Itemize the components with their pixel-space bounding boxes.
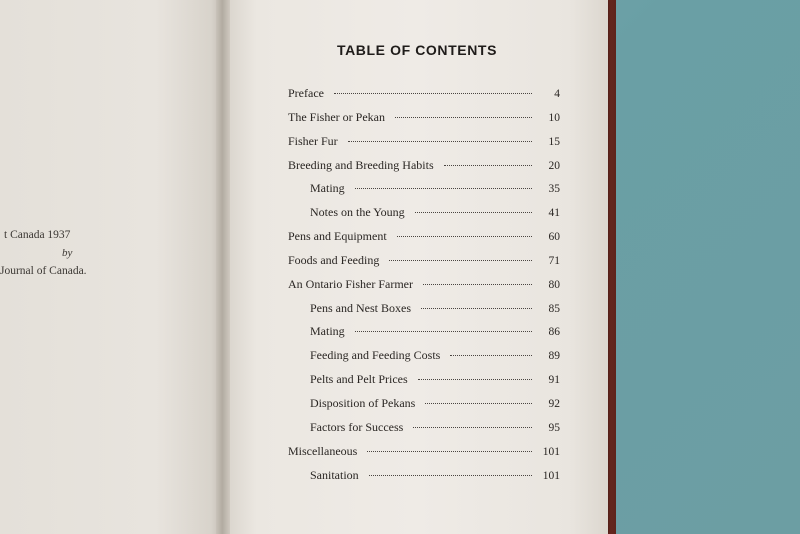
toc-entry-label: Mating: [310, 181, 345, 196]
toc-entry-label: Pens and Equipment: [288, 229, 387, 244]
dot-leader: [415, 212, 532, 213]
dot-leader: [421, 308, 532, 309]
toc-entry-page: 91: [548, 374, 560, 387]
dot-leader: [444, 165, 532, 166]
toc-entry-page: 92: [548, 397, 560, 410]
dot-leader: [395, 117, 532, 118]
toc-entry-page: 15: [548, 135, 560, 148]
toc-entry-page: 86: [548, 326, 560, 339]
toc-entry-label: Pelts and Pelt Prices: [310, 372, 408, 387]
toc-entry: [288, 348, 560, 372]
toc-entry-page: 85: [548, 302, 560, 315]
dot-leader: [418, 379, 532, 380]
toc-entry-label: Disposition of Pekans: [310, 395, 416, 410]
toc-entry-label: The Fisher or Pekan: [288, 109, 385, 124]
toc-entry: [288, 229, 560, 253]
toc-entry-page: 95: [548, 421, 560, 434]
toc-entry: [288, 372, 560, 396]
toc-entry-page: 20: [548, 159, 560, 172]
dot-leader: [423, 284, 532, 285]
toc-entry-page: 80: [548, 278, 560, 291]
toc-entry-label: Pens and Nest Boxes: [310, 300, 411, 315]
toc-entry: [288, 110, 560, 134]
dot-leader: [355, 188, 532, 189]
imprint-line: Journal of Canada.: [0, 265, 87, 277]
page-title: TABLE OF CONTENTS: [336, 42, 498, 58]
toc-entry-label: Breeding and Breeding Habits: [288, 157, 434, 172]
toc-entry-label: Fisher Fur: [288, 133, 338, 148]
dot-leader: [413, 427, 532, 428]
toc-entry: [288, 468, 560, 492]
toc-entry-label: An Ontario Fisher Farmer: [288, 276, 413, 291]
toc-entry: [288, 324, 560, 348]
toc-entry: [288, 420, 560, 444]
toc-entry: [288, 277, 560, 301]
toc-entry-page: 10: [548, 111, 560, 124]
toc-entry-page: 89: [548, 350, 560, 363]
toc-entry: [288, 134, 560, 158]
toc-entry: [288, 444, 560, 468]
dot-leader: [348, 141, 532, 142]
toc-entry-page: 101: [542, 469, 560, 482]
book-gutter: [216, 0, 230, 534]
imprint-line: by: [62, 247, 73, 259]
toc-entry-page: 60: [548, 231, 560, 244]
dot-leader: [355, 331, 532, 332]
toc-entry-label: Feeding and Feeding Costs: [310, 348, 441, 363]
table-of-contents: [288, 86, 560, 491]
dot-leader: [369, 475, 532, 476]
dot-leader: [389, 260, 532, 261]
dot-leader: [334, 93, 532, 94]
dot-leader: [397, 236, 532, 237]
toc-entry-page: 41: [548, 207, 560, 220]
toc-entry-page: 35: [548, 183, 560, 196]
toc-entry-label: Foods and Feeding: [288, 252, 380, 267]
toc-entry-page: 4: [554, 88, 560, 100]
toc-entry: [288, 396, 560, 420]
toc-entry-label: Miscellaneous: [288, 443, 358, 458]
toc-entry: [288, 301, 560, 325]
toc-entry-label: Mating: [310, 324, 345, 339]
toc-entry: [288, 181, 560, 205]
toc-entry-label: Factors for Success: [310, 419, 404, 434]
toc-entry-label: Notes on the Young: [310, 205, 405, 220]
toc-entry: [288, 253, 560, 277]
toc-entry: [288, 158, 560, 182]
dot-leader: [367, 451, 532, 452]
dot-leader: [450, 355, 532, 356]
toc-entry-page: 101: [542, 445, 560, 458]
toc-entry-page: 71: [548, 254, 560, 267]
toc-entry-label: Sanitation: [310, 467, 359, 482]
imprint-block: [0, 226, 200, 280]
dot-leader: [425, 403, 532, 404]
toc-entry: [288, 86, 560, 110]
toc-entry: [288, 205, 560, 229]
imprint-line: t Canada 1937: [4, 229, 71, 241]
toc-entry-label: Preface: [288, 86, 324, 100]
